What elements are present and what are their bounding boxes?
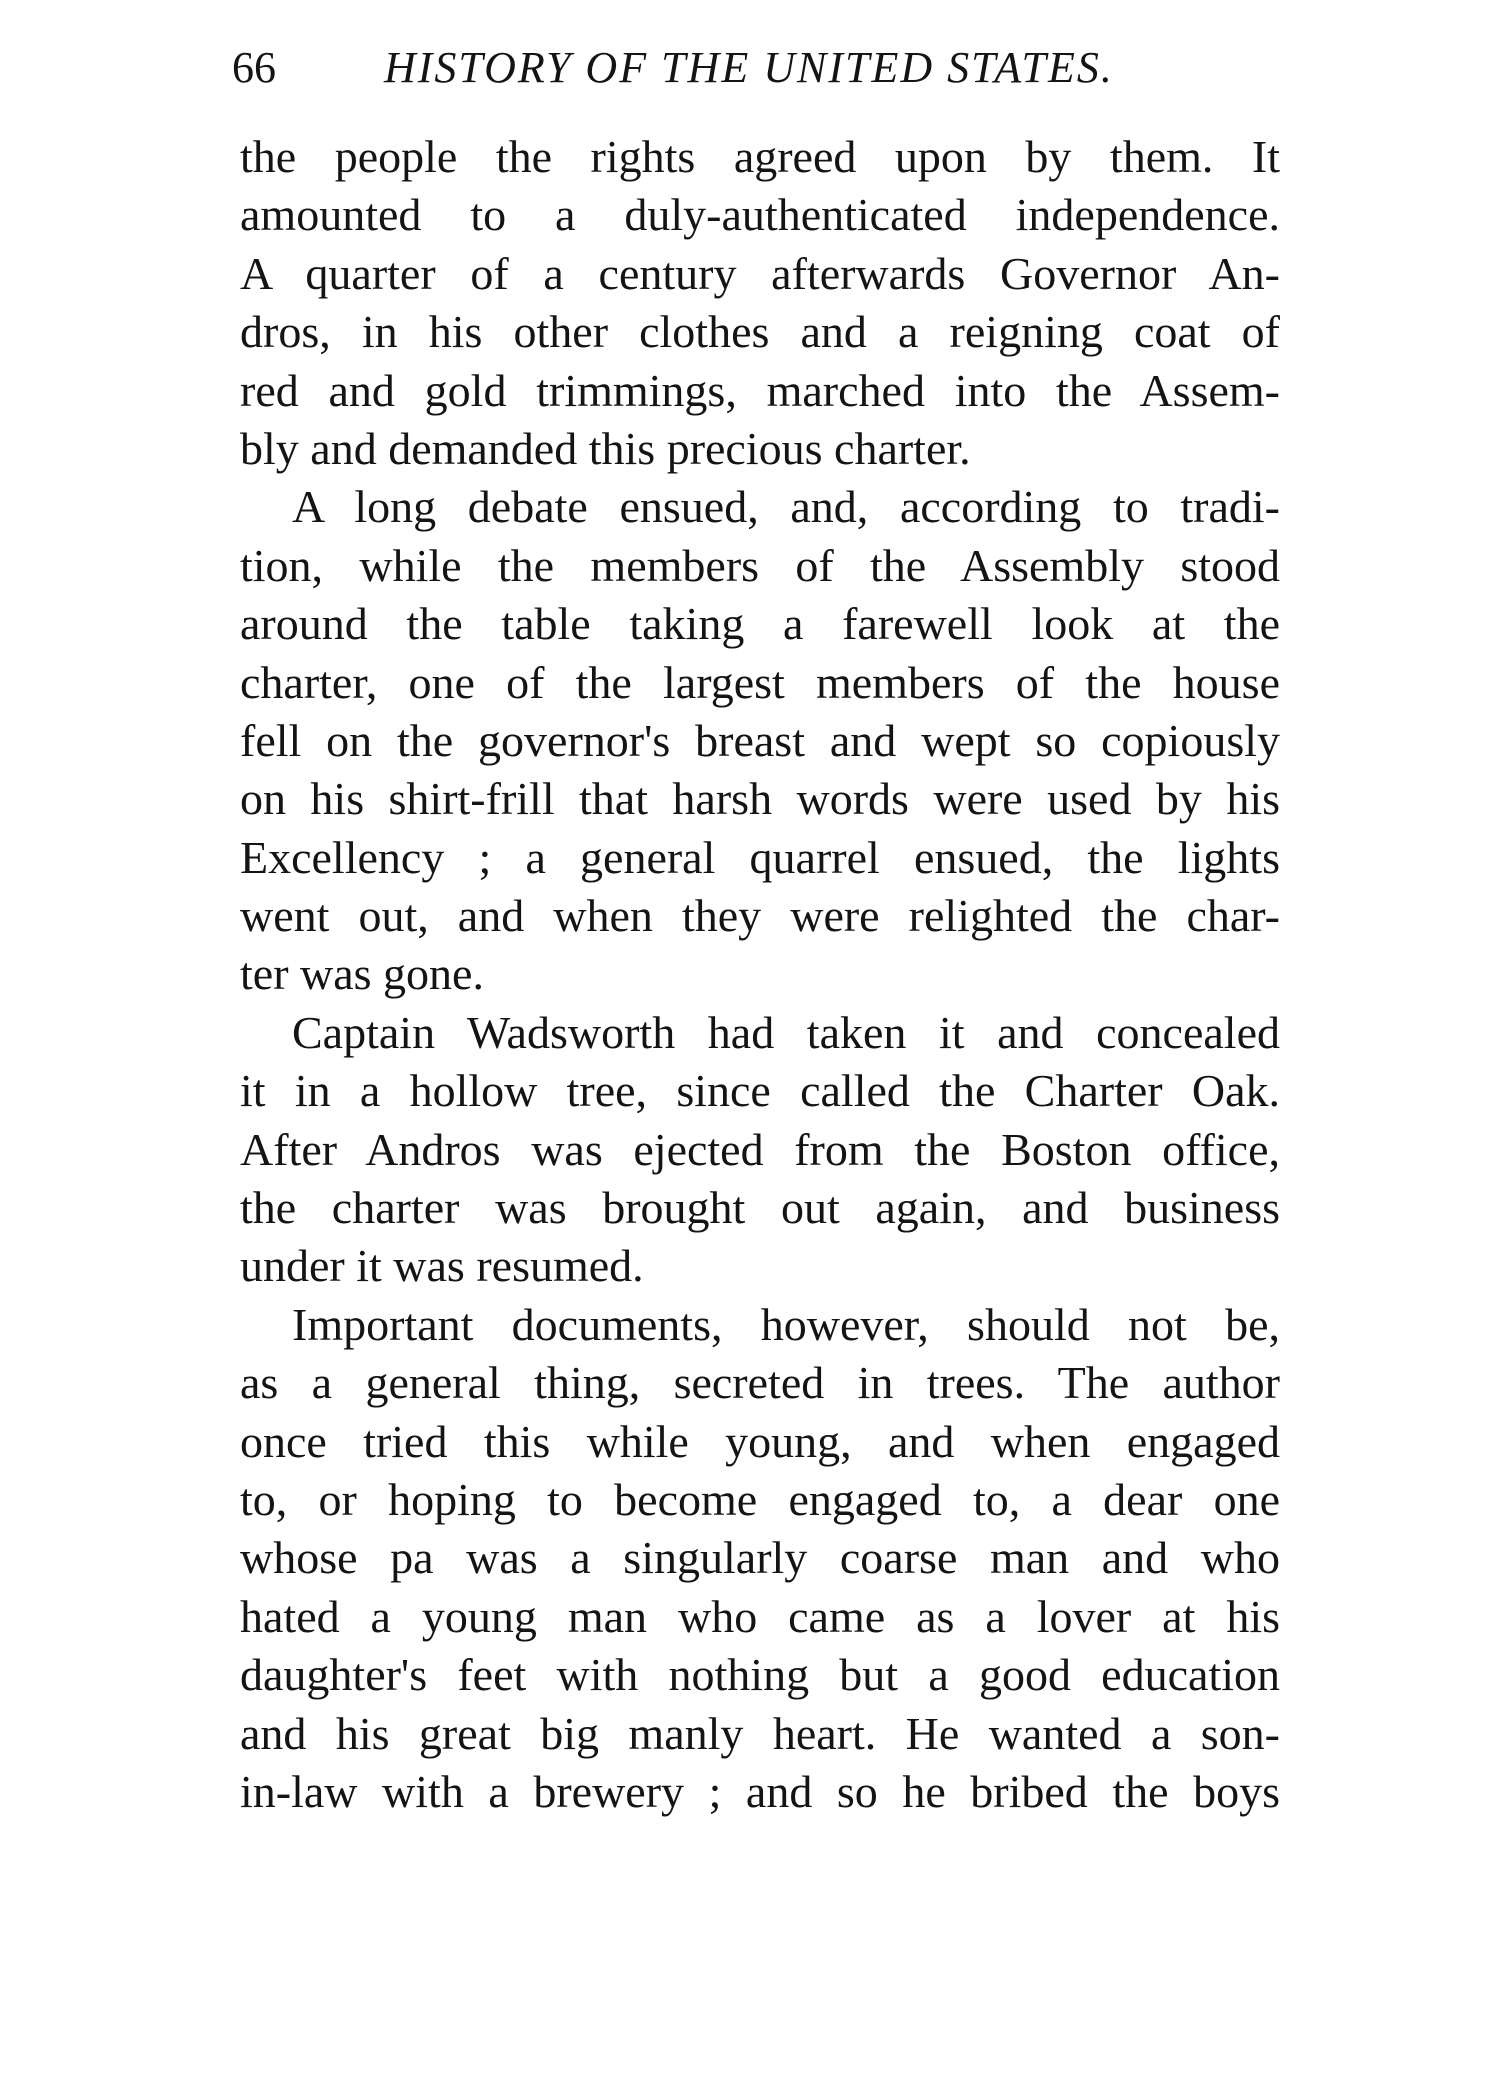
running-title: HISTORY OF THE UNITED STATES. (384, 43, 1114, 92)
text-line: the charter was brought out again, and business (240, 1182, 1280, 1234)
text-line: daughter's feet with nothing but a good education (240, 1649, 1280, 1701)
text-line: Captain Wadsworth had taken it and concealed (292, 1006, 1280, 1058)
text-line: once tried this while young, and when engaged (240, 1415, 1280, 1467)
text-line: Excellency ; a general quarrel ensued, the lights (240, 831, 1280, 883)
text-line: to, or hoping to become engaged to, a dear one (240, 1473, 1280, 1525)
text-line: red and gold trimmings, marched into the Assem- (240, 364, 1280, 416)
text-line: on his shirt-frill that harsh words were used by his (240, 773, 1280, 825)
text-line: bly and demanded this precious charter. (240, 422, 971, 474)
text-line: dros, in his other clothes and a reigning coat of (240, 306, 1280, 358)
text-line: A long debate ensued, and, according to tradi- (292, 481, 1280, 533)
text-line: went out, and when they were relighted the char- (240, 890, 1280, 942)
text-line: it in a hollow tree, since called the Charter Oak. (240, 1065, 1280, 1117)
text-line: ter was gone. (240, 948, 484, 1000)
text-line: around the table taking a farewell look at the (240, 598, 1280, 650)
text-line: hated a young man who came as a lover at his (240, 1590, 1280, 1642)
page-number: 66 (232, 43, 276, 92)
text-line: A quarter of a century afterwards Governor An- (240, 247, 1280, 299)
text-line: Important documents, however, should not be, (292, 1298, 1280, 1350)
text-line: under it was resumed. (240, 1240, 644, 1292)
text-line: the people the rights agreed upon by them. It (240, 131, 1280, 182)
text-line: charter, one of the largest members of the house (240, 656, 1280, 708)
text-line: tion, while the members of the Assembly stood (240, 539, 1280, 591)
text-line: and his great big manly heart. He wanted a son- (240, 1707, 1280, 1759)
running-head (232, 38, 1272, 98)
text-line: amounted to a duly-authenticated independence. (240, 189, 1280, 241)
text-line: fell on the governor's breast and wept so copiously (240, 714, 1280, 766)
text-line: in-law with a brewery ; and so he bribed the boys (240, 1765, 1280, 1817)
text-line: as a general thing, secreted in trees. The author (240, 1357, 1280, 1409)
text-line: After Andros was ejected from the Boston office, (240, 1123, 1280, 1175)
body-text (240, 128, 1280, 1821)
text-line: whose pa was a singularly coarse man and who (240, 1532, 1280, 1584)
